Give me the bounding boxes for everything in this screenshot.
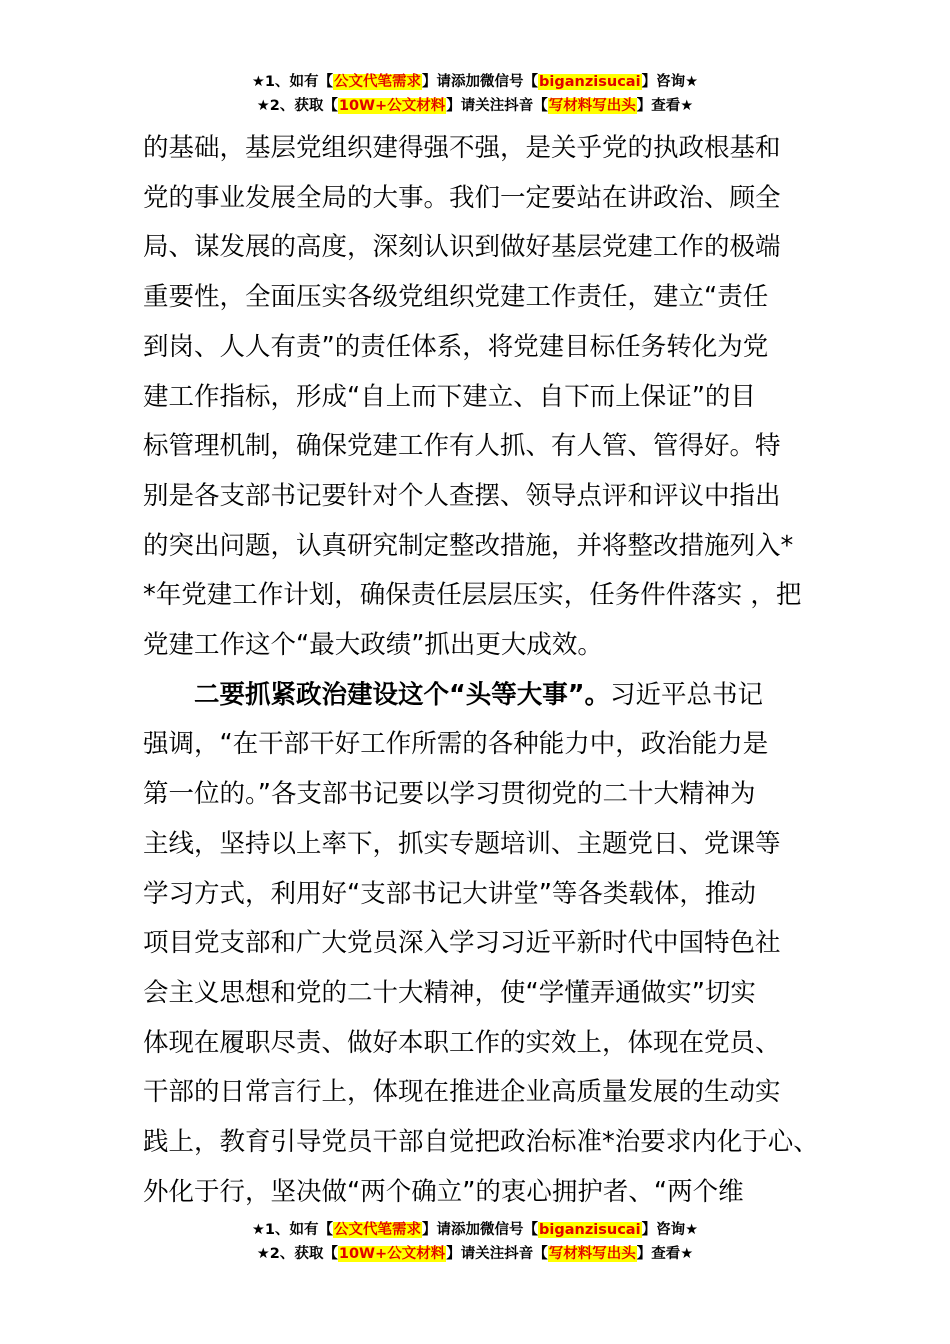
body-line: 到岗、人人有责”的责任体系，将党建目标任务转化为党 [143, 331, 769, 362]
highlight-douyin-name: 写材料写出头 [548, 98, 636, 114]
highlight-service: 公文代笔需求 [334, 1222, 422, 1238]
body-line: 党的事业发展全局的大事。我们一定要站在讲政治、顾全 [143, 182, 781, 213]
document-body [143, 124, 819, 1217]
banner-line-1: ★1、如有【公文代笔需求】请添加微信号【biganzisucai】咨询★ [251, 74, 699, 90]
body-line: 重要性，全面压实各级党组织党建工作责任，建立“责任 [143, 282, 769, 313]
highlight-wechat-id: biganzisucai [539, 74, 641, 90]
banner-line-1: ★1、如有【公文代笔需求】请添加微信号【biganzisucai】咨询★ [251, 1222, 699, 1238]
body-line: 建工作指标，形成“自上而下建立、自下而上保证”的目 [143, 381, 756, 412]
body-line: 外化于行，坚决做“两个确立”的衷心拥护者、“两个维 [143, 1176, 744, 1207]
body-line: 局、谋发展的高度，深刻认识到做好基层党建工作的极端 [143, 232, 781, 263]
body-line: 干部的日常言行上，体现在推进企业高质量发展的生动实 [143, 1077, 781, 1108]
body-line: 主线，坚持以上率下，抓实专题培训、主题党日、党课等 [143, 828, 781, 859]
body-line: 的基础，基层党组织建得强不强，是关乎党的执政根基和 [143, 133, 781, 163]
body-line: 党建工作这个“最大政绩”抓出更大成效。 [143, 630, 603, 661]
body-line: 的突出问题，认真研究制定整改措施，并将整改措施列入* [143, 530, 794, 561]
body-line: 第一位的。”各支部书记要以学习贯彻党的二十大精神为 [143, 779, 756, 810]
body-line: 强调，“在干部干好工作所需的各种能力中，政治能力是 [143, 729, 769, 760]
highlight-materials: 10W+公文材料 [338, 1246, 446, 1262]
banner-line-2: ★2、获取【10W+公文材料】请关注抖音【写材料写出头】查看★ [256, 98, 694, 114]
body-line: *年党建工作计划，确保责任层层压实，任务件件落实 ，把 [143, 580, 802, 611]
body-line: 别是各支部书记要针对个人查摆、领导点评和评议中指出 [143, 480, 781, 511]
body-line: 标管理机制，确保党建工作有人抓、有人管、管得好。特 [143, 431, 781, 462]
highlight-materials: 10W+公文材料 [338, 98, 446, 114]
footer-banner [0, 1218, 950, 1266]
body-line: 体现在履职尽责、做好本职工作的实效上，体现在党员、 [143, 1027, 781, 1058]
highlight-wechat-id: biganzisucai [539, 1222, 641, 1238]
body-line: 项目党支部和广大党员深入学习习近平新时代中国特色社 [143, 928, 781, 959]
body-line: 践上，教育引导党员干部自觉把政治标准*治要求内化于心、 [143, 1127, 819, 1158]
paragraph-2-first-line: 二要抓紧政治建设这个“头等大事”。习近平总书记 [194, 679, 764, 710]
highlight-douyin-name: 写材料写出头 [548, 1246, 636, 1262]
section-heading: 二要抓紧政治建设这个“头等大事”。 [194, 679, 611, 710]
body-line: 会主义思想和党的二十大精神，使“学懂弄通做实”切实 [143, 977, 756, 1008]
highlight-service: 公文代笔需求 [334, 74, 422, 90]
banner-line-2: ★2、获取【10W+公文材料】请关注抖音【写材料写出头】查看★ [256, 1246, 694, 1262]
body-line: 学习方式，利用好“支部书记大讲堂”等各类载体，推动 [143, 878, 756, 909]
header-banner [0, 70, 950, 118]
